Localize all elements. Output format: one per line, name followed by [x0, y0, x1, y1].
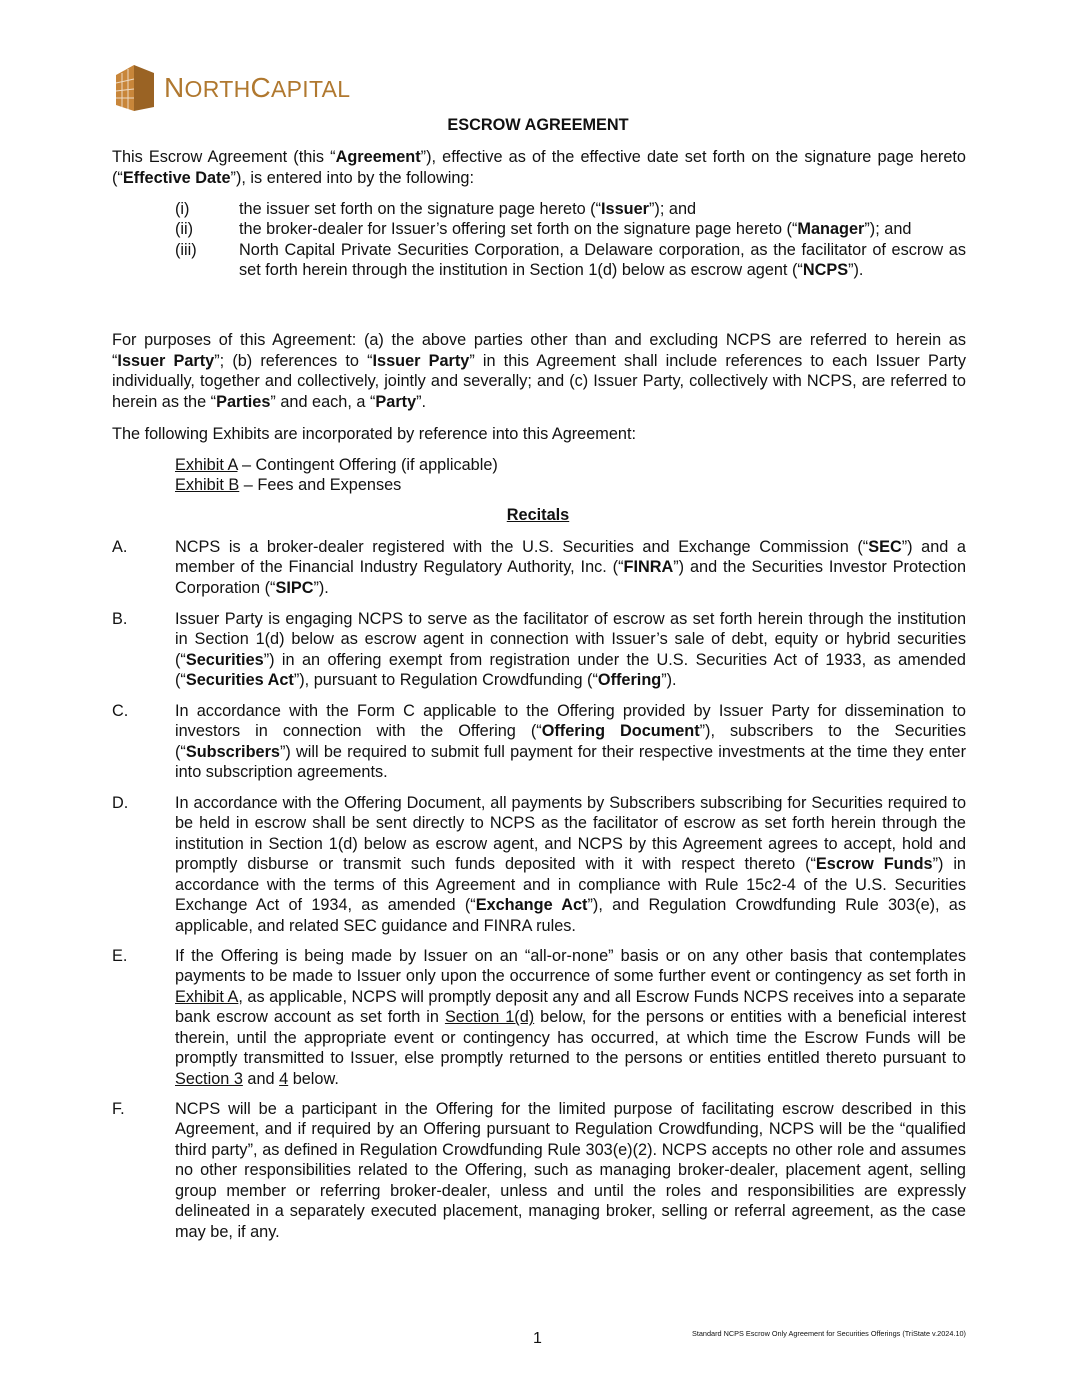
exhibit-item: Exhibit B – Fees and Expenses — [175, 476, 402, 495]
party-item: (iii) North Capital Private Securities Corporation, a Delaware corporation, as the facilitator of escrow as set forth herein through the institution in Section 1(d) below as escrow agent (“NCPS”). — [175, 240, 966, 280]
recital-c: C. In accordance with the Form C applicable to the Offering provided by Issuer Party for dissemination to investors in connection with the Offering (“Offering Document”), subscribers to the Securities (“Subscribers”) will be required to submit full payment for their respective investments at the time they enter into subscription agreements. — [112, 702, 966, 782]
footer-version: Standard NCPS Escrow Only Agreement for Securities Offerings (TriState v.2024.10) — [691, 1329, 966, 1338]
exhibits-list — [175, 455, 498, 496]
parties-list — [175, 199, 966, 281]
northcapital-logo — [112, 62, 350, 114]
recital-b: B. Issuer Party is engaging NCPS to serve as the facilitator of escrow as set forth herein through the institution in Section 1(d) below as escrow agent in connection with Issuer’s sale of debt, equity or hybrid securities (“Securities”) in an offering exempt from registration under the U.S. Securities Act of 1933, as amended (“Securities Act”), pursuant to Regulation Crowdfunding (“Offering”). — [112, 610, 966, 690]
party-item: (ii) the broker-dealer for Issuer’s offering set forth on the signature page hereto (“Manager”); and — [175, 220, 912, 239]
recital-d: D. In accordance with the Offering Document, all payments by Subscribers subscribing for Securities required to be held in escrow shall be sent directly to NCPS as the facilitator of escrow as set forth herein through the institution in Section 1(d) below as escrow agent, and NCPS by this Agreement agrees to accept, hold and promptly disburse or transmit such funds deposited with it with respect thereto (“Escrow Funds”) in accordance with the terms of this Agreement and in compliance with Rule 15c2-4 of the U.S. Securities Exchange Act of 1934, as amended (“Exchange Act”), and Regulation Crowdfunding Rule 303(e), as applicable, and related SEC guidance and FINRA rules. — [112, 794, 966, 935]
recitals-heading: Recitals — [506, 506, 570, 524]
page-number: 1 — [533, 1330, 542, 1347]
recital-e: E. If the Offering is being made by Issuer on an “all-or-none” basis or on any other basis that contemplates payments to be made to Issuer only upon the occurrence of some further event or contingency as set forth in Exhibit A, as applicable, NCPS will promptly deposit any and all Escrow Funds NCPS receives into a separate bank escrow account as set forth in Section 1(d) below, for the persons or entities with a beneficial interest therein, until the appropriate event or contingency has occurred, at which time the Escrow Funds will be promptly transmitted to Issuer, else promptly returned to the persons or entities entitled thereto pursuant to Section 3 and 4 below. — [112, 947, 966, 1088]
building-logo-icon — [112, 63, 158, 113]
party-item: (i) the issuer set forth on the signature page hereto (“Issuer”); and — [175, 200, 697, 218]
logo-wordmark: NORTHCAPITAL — [164, 72, 351, 103]
exhibits-intro: The following Exhibits are incorporated by reference into this Agreement: — [112, 425, 636, 443]
intro-paragraph: This Escrow Agreement (this “Agreement”), effective as of the effective date set forth on the signature page hereto (“Effective Date”), is entered into by the following: — [112, 148, 966, 187]
document-title: ESCROW AGREEMENT — [447, 116, 629, 134]
purposes-paragraph: For purposes of this Agreement: (a) the above parties other than and excluding NCPS are referred to herein as “Issuer Party”; (b) references to “Issuer Party” in this Agreement shall include references to each Issuer Party individually, together and collectively, jointly and severally; and (c) Issuer Party, collectively with NCPS, are referred to herein as the “Parties” and each, a “Party”. — [112, 331, 966, 411]
exhibit-item: Exhibit A – Contingent Offering (if applicable) — [175, 456, 498, 474]
recital-a: A. NCPS is a broker-dealer registered with the U.S. Securities and Exchange Commission (“SEC”) and a member of the Financial Industry Regulatory Authority, Inc. (“FINRA”) and the Securities Investor Protection Corporation (“SIPC”). — [112, 538, 967, 597]
recital-f: F. NCPS will be a participant in the Offering for the limited purpose of facilitating escrow described in this Agreement, and if required by an Offering pursuant to Regulation Crowdfunding, NCPS will be the “qualified third party”, as defined in Regulation Crowdfunding Rule 303(e)(2). NCPS accepts no other role and assumes no other responsibilities related to the Offering, such as managing broker-dealer, placement agent, selling group member or referring broker-dealer, unless and until the roles and responsibilities are expressly delineated in a separately executed placement, managing broker, selling or referral agreement, as the case may be, if any. — [112, 1100, 966, 1241]
